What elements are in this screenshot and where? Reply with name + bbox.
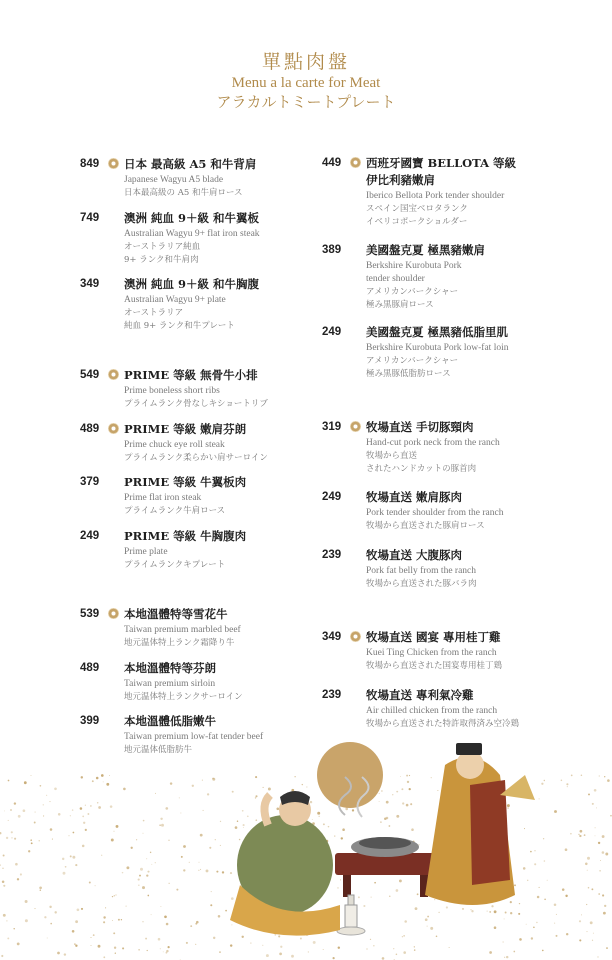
item-name: PRIME 等級 牛翼板肉 — [124, 475, 247, 489]
illustration-scene — [0, 735, 612, 960]
item-description: 牧場から直送された特許取得済み空冷鶏 — [366, 719, 520, 729]
item-description: 極み黒豚肩ロース — [366, 300, 434, 310]
item-price: 239 — [322, 689, 342, 701]
item-description: プライムランク柔らかい肩サーロイン — [124, 453, 268, 463]
item-name: 西班牙國寶 BELLOTA 等級 — [366, 156, 517, 170]
item-description: イベリコポークショルダー — [366, 217, 468, 227]
item-price: 379 — [80, 476, 100, 488]
item-description: Taiwan premium sirloin — [124, 679, 216, 689]
item-description: 極み黒豚低脂肪ロース — [366, 369, 451, 379]
item-description: Pork tender shoulder from the ranch — [366, 508, 504, 518]
item-description: 地元温体特上ランクサーロイン — [124, 692, 243, 702]
item-description: アメリカンバークシャー — [366, 287, 459, 297]
item-name: 本地溫體特等雪花牛 — [124, 607, 228, 621]
item-description: スペイン国宝ベロタランク — [366, 204, 468, 214]
item-description: tender shoulder — [366, 274, 425, 284]
item-description: Prime plate — [124, 547, 168, 557]
item-description: アメリカンバークシャー — [366, 356, 459, 366]
menu-header — [0, 50, 612, 112]
item-description: Australian Wagyu 9+ plate — [124, 295, 226, 305]
item-description: プライムランク牛肩ロース — [124, 506, 226, 516]
item-description: プライムランク骨なしキショートリブ — [124, 399, 268, 409]
item-description: 牧場から直送された豚バラ肉 — [366, 579, 477, 589]
item-description: 純血 9+ ランク和牛プレート — [124, 321, 235, 331]
item-price: 489 — [80, 423, 100, 435]
item-name: 本地溫體特等芬朗 — [124, 661, 216, 675]
item-name: 牧場直送 專利氣冷雞 — [366, 688, 474, 702]
moon-icon — [317, 742, 383, 808]
item-description: Prime chuck eye roll steak — [124, 440, 225, 450]
item-name: PRIME 等級 嫩肩芬朗 — [124, 422, 247, 436]
item-description: 牧場から直送 — [366, 451, 418, 461]
item-price: 389 — [322, 244, 342, 256]
item-price: 449 — [322, 157, 342, 169]
title-english: Menu a la carte for Meat — [231, 75, 381, 91]
item-description: Iberico Bellota Pork tender shoulder — [366, 191, 505, 201]
item-name: 日本 最高級 A5 和牛背肩 — [124, 157, 257, 171]
item-name: 本地溫體低脂嫩牛 — [124, 714, 216, 728]
flower-icon — [108, 423, 119, 434]
item-price: 349 — [322, 631, 342, 643]
item-name: 美國盤克夏 極黑豬低脂里肌 — [366, 325, 509, 339]
item-name: 澳洲 純血 9＋級 和牛翼板 — [124, 211, 260, 225]
item-price: 239 — [322, 549, 342, 561]
flower-icon — [350, 631, 361, 642]
item-description: 地元温体低脂肪牛 — [124, 745, 193, 755]
seated-figure-icon — [230, 791, 340, 936]
item-description: 9+ ランク和牛肩肉 — [124, 255, 199, 265]
bottle-icon — [337, 895, 365, 935]
item-description: オーストラリア純血 — [124, 242, 201, 252]
item-description: Berkshire Kurobuta Pork low-fat loin — [366, 343, 509, 353]
item-name: 美國盤克夏 極黑豬嫩肩 — [366, 243, 486, 257]
item-price: 249 — [322, 491, 342, 503]
item-price: 749 — [80, 212, 100, 224]
item-price: 399 — [80, 715, 100, 727]
item-description: 日本最高級の A5 和牛肩ロース — [124, 188, 243, 198]
item-price: 489 — [80, 662, 100, 674]
item-description: Pork fat belly from the ranch — [366, 566, 477, 576]
item-price: 539 — [80, 608, 100, 620]
item-description: Taiwan premium low-fat tender beef — [124, 732, 264, 742]
item-name: 牧場直送 大腹豚肉 — [366, 548, 463, 562]
item-name: 牧場直送 國宴 專用桂丁雞 — [366, 630, 501, 644]
title-japanese: アラカルトミートプレート — [216, 93, 396, 111]
item-description: Hand-cut pork neck from the ranch — [366, 438, 500, 448]
item-description: Prime flat iron steak — [124, 493, 202, 503]
item-price: 319 — [322, 421, 342, 433]
item-name: PRIME 等級 牛胸腹肉 — [124, 529, 247, 543]
item-name: 澳洲 純血 9＋級 和牛胸腹 — [124, 277, 260, 291]
item-name: 牧場直送 嫩肩豚肉 — [366, 490, 463, 504]
flower-icon — [108, 158, 119, 169]
item-price: 849 — [80, 158, 100, 170]
item-description: Berkshire Kurobuta Pork — [366, 261, 462, 271]
item-description: オーストラリア — [124, 308, 184, 318]
title-chinese: 單點肉盤 — [261, 51, 350, 73]
item-description: Kuei Ting Chicken from the ranch — [366, 648, 497, 658]
item-description: Prime boneless short ribs — [124, 386, 220, 396]
item-description: プライムランクキプレート — [124, 560, 226, 570]
item-name: PRIME 等級 無骨牛小排 — [124, 368, 258, 382]
item-description: 牧場から直送された国宴専用桂丁鶏 — [366, 661, 503, 671]
item-description: Taiwan premium marbled beef — [124, 625, 241, 635]
item-description: Air chilled chicken from the ranch — [366, 706, 498, 716]
item-description: 地元温体特上ランク霜降り牛 — [124, 638, 235, 648]
item-description: Japanese Wagyu A5 blade — [124, 175, 224, 185]
item-price: 349 — [80, 278, 100, 290]
flower-icon — [108, 369, 119, 380]
item-description: 牧場から直送された豚肩ロース — [366, 521, 485, 531]
flower-icon — [108, 608, 119, 619]
grill-table-icon — [335, 837, 435, 897]
item-price: 249 — [80, 530, 100, 542]
item-name-line2: 伊比利豬嫩肩 — [366, 173, 435, 187]
flower-icon — [350, 157, 361, 168]
item-description: されたハンドカットの豚首肉 — [366, 464, 477, 474]
item-price: 549 — [80, 369, 100, 381]
item-name: 牧場直送 手切豚頸肉 — [366, 420, 474, 434]
item-description: Australian Wagyu 9+ flat iron steak — [124, 229, 260, 239]
item-price: 249 — [322, 326, 342, 338]
standing-figure-icon — [425, 743, 535, 905]
flower-icon — [350, 421, 361, 432]
